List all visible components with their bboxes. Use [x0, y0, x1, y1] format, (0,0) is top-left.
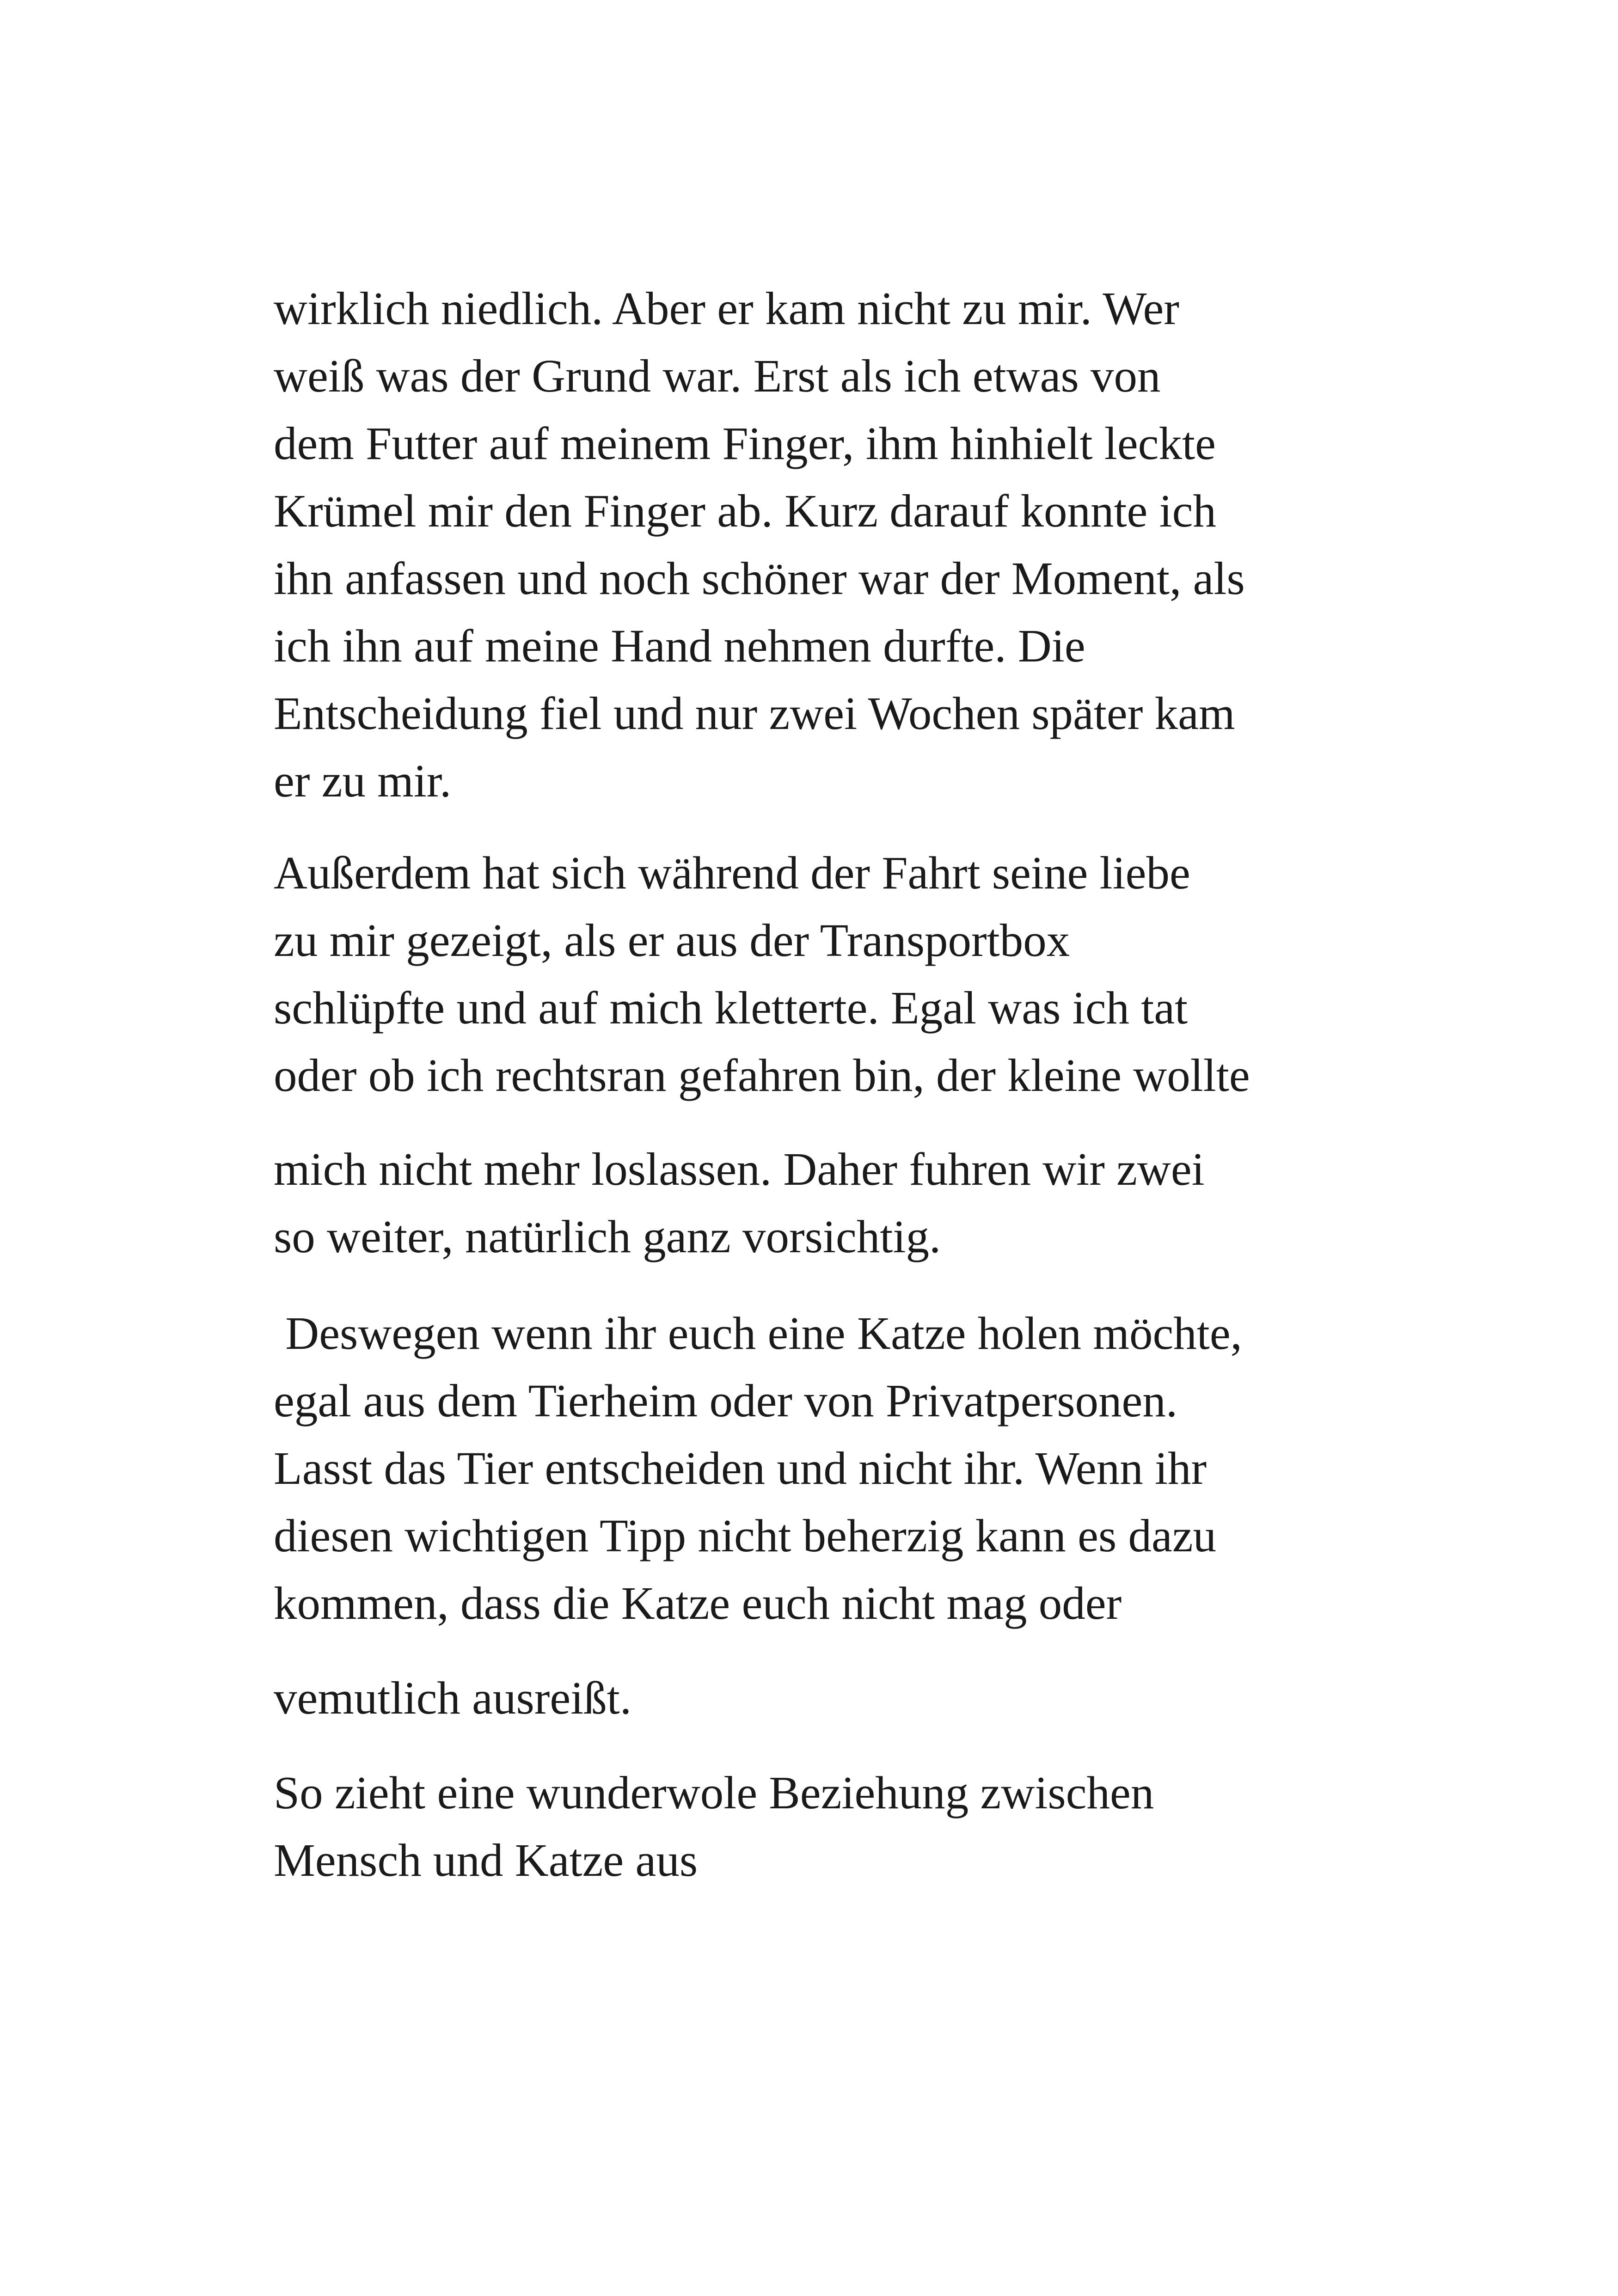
text-line: vemutlich ausreißt.: [274, 1672, 632, 1724]
text-line: mich nicht mehr loslassen. Daher fuhren wir zwei: [274, 1143, 1205, 1195]
text-line: so weiter, natürlich ganz vorsichtig.: [274, 1211, 941, 1262]
text-line: zu mir gezeigt, als er aus der Transportbox: [274, 914, 1070, 966]
text-line: dem Futter auf meinem Finger, ihm hinhielt leckte: [274, 417, 1216, 469]
text-line: diesen wichtigen Tipp nicht beherzig kann es dazu: [274, 1510, 1217, 1561]
text-line: Mensch und Katze aus: [274, 1834, 698, 1886]
text-line: kommen, dass die Katze euch nicht mag oder: [274, 1577, 1122, 1629]
text-line: wirklich niedlich. Aber er kam nicht zu mir. Wer: [274, 282, 1179, 334]
text-line: Außerdem hat sich während der Fahrt seine liebe: [274, 847, 1190, 899]
text-line: egal aus dem Tierheim oder von Privatpersonen.: [274, 1375, 1178, 1427]
text-line: Lasst das Tier entscheiden und nicht ihr. Wenn ihr: [274, 1442, 1207, 1494]
text-line: ihn anfassen und noch schöner war der Moment, als: [274, 552, 1245, 604]
text-line: Krümel mir den Finger ab. Kurz darauf konnte ich: [274, 485, 1216, 537]
text-line: So zieht eine wunderwole Beziehung zwischen: [274, 1767, 1154, 1818]
text-line: oder ob ich rechtsran gefahren bin, der kleine wollte: [274, 1049, 1250, 1101]
text-line: weiß was der Grund war. Erst als ich etwas von: [274, 350, 1161, 402]
text-line: Deswegen wenn ihr euch eine Katze holen möchte,: [274, 1307, 1242, 1359]
text-line: Entscheidung fiel und nur zwei Wochen später kam: [274, 687, 1235, 739]
text-line: schlüpfte und auf mich kletterte. Egal was ich tat: [274, 982, 1188, 1034]
text-line: er zu mir.: [274, 755, 452, 807]
text-line: ich ihn auf meine Hand nehmen durfte. Die: [274, 620, 1085, 672]
